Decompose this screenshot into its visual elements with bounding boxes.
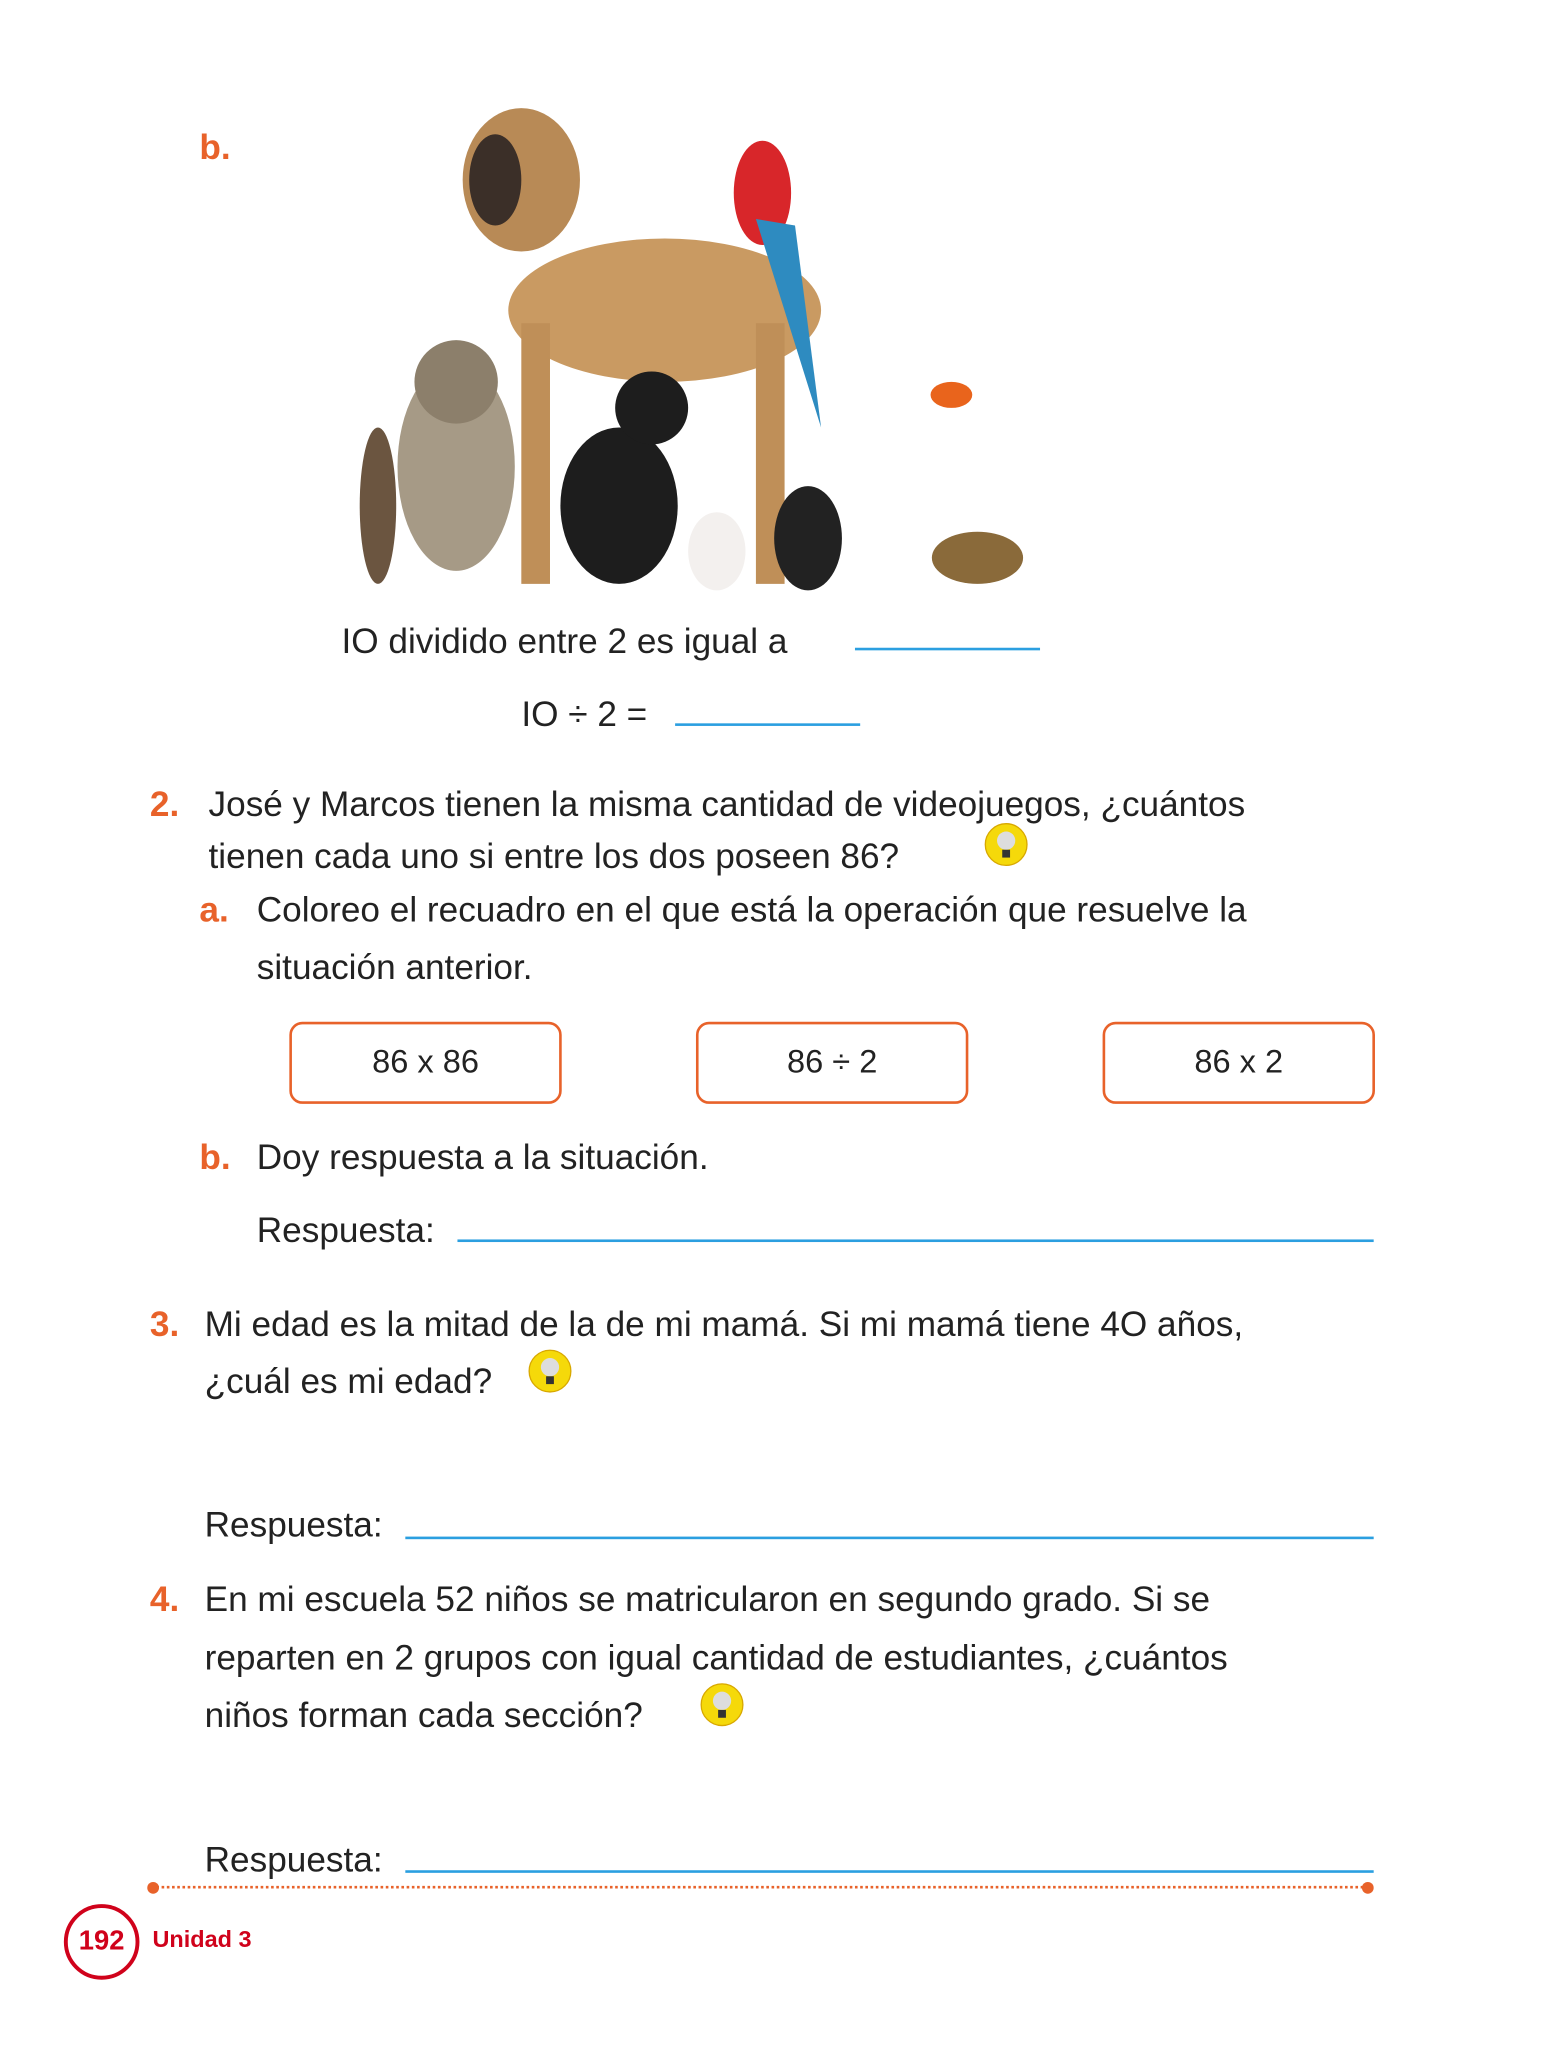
answer-line-2b[interactable] [457,1239,1373,1242]
question-4-text-1: En mi escuela 52 niños se matricularon en segundo grado. Si se [204,1579,1211,1619]
option-box-2[interactable]: 86 ÷ 2 [696,1022,968,1104]
answer-label-2b: Respuesta: [256,1210,435,1250]
answer-line-4[interactable] [405,1870,1373,1873]
divider-dot-left [147,1882,159,1894]
option-box-1[interactable]: 86 x 86 [289,1022,561,1104]
question-2a-text-1: Coloreo el recuadro en el que está la operación que resuelve la [256,890,1247,930]
question-3-number: 3. [149,1304,180,1344]
answer-label-4: Respuesta: [204,1840,383,1880]
unit-label: Unidad 3 [152,1926,252,1953]
answer-label-3: Respuesta: [204,1505,383,1545]
question-2a-label: a. [199,890,229,930]
question-4-text-3: niños forman cada sección? [204,1695,643,1735]
question-2b-text: Doy respuesta a la situación. [256,1137,709,1177]
lightbulb-hint-icon [528,1349,572,1393]
answer-line-3[interactable] [405,1537,1373,1540]
answer-line-equation[interactable] [675,723,860,726]
question-4-text-2: reparten en 2 grupos con igual cantidad de estudiantes, ¿cuántos [204,1638,1228,1678]
option-box-3[interactable]: 86 x 2 [1103,1022,1375,1104]
question-2a-text-2: situación anterior. [256,947,533,987]
lightbulb-hint-icon [984,822,1028,866]
pets-image [326,102,1069,597]
question-2-text-1: José y Marcos tienen la misma cantidad de videojuegos, ¿cuántos [208,784,1246,824]
question-2-text-2: tienen cada uno si entre los dos poseen 86? [208,836,900,876]
question-2-number: 2. [149,784,180,824]
footer-divider [152,1886,1367,1889]
question-4-number: 4. [149,1579,180,1619]
question-3-text-1: Mi edad es la mitad de la de mi mamá. Si mi mamá tiene 4O años, [204,1304,1244,1344]
answer-line-sentence[interactable] [855,648,1040,651]
lightbulb-hint-icon [700,1683,744,1727]
question-3-text-2: ¿cuál es mi edad? [204,1361,493,1402]
page-number: 192 [64,1904,140,1980]
part-b-label: b. [199,127,231,167]
division-sentence: IO dividido entre 2 es igual a [341,621,788,661]
division-equation: IO ÷ 2 = [521,694,648,734]
question-2b-label: b. [199,1137,231,1177]
divider-dot-right [1362,1882,1374,1894]
